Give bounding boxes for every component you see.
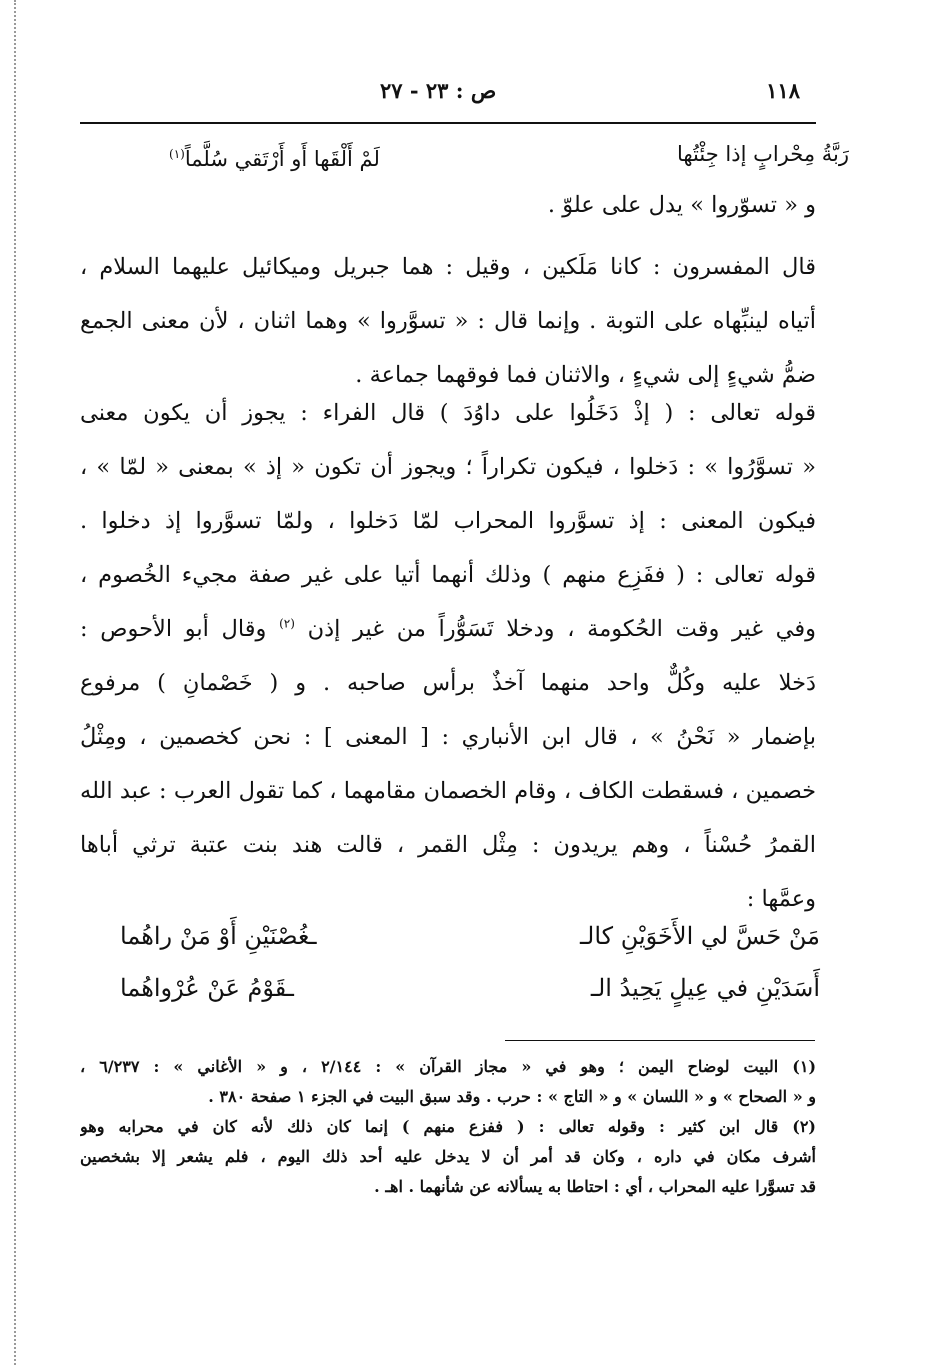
footnote-marker-2: (٢) (279, 616, 295, 631)
poem-hemistich-right: أَسَدَيْنِ في عِيلٍ يَحِيدُ الـ (590, 974, 820, 1002)
page-header (80, 78, 800, 112)
scan-gutter-dots (14, 0, 16, 1365)
text-line: ضمُّ شيءٍ إلى شيءٍ ، والاثنان فما فوقهما جماعة . (355, 362, 816, 388)
footnote-marker-1: (١) (169, 147, 185, 161)
poem-hemistich-right: مَنْ حَسَّ لي الأَخَوَيْنِ كالـ (579, 922, 820, 950)
footnote-rule (505, 1040, 815, 1041)
paragraph-c (80, 386, 816, 548)
text-line: دَخلا عليه وكُلٌّ واحد منهما آخذٌ برأس صاحبه . و ( خَصْمانِ ) مرفوع (80, 670, 816, 696)
text-segment: وفي غير وقت الحُكومة ، ودخلا تَسَوُّراً من غير إذن (307, 616, 816, 642)
verse-top-right: رَبَّةُ مِحْرابٍ إذا جِئْتُها (676, 142, 849, 166)
footnote-line: (٢) قال ابن كثير : وقوله تعالى : ( ففزع منهم ) إنما كان ذلك لأنه كان في محرابه وهو (80, 1117, 816, 1136)
poem-hemistich-left: ـغُصْنَيْنِ أَوْ مَنْ راهُما (120, 922, 317, 950)
text-line: قوله تعالى : ( ففَزِع منهم ) وذلك أنهما أتيا على غير صفة مجيء الخُصوم ، (80, 562, 816, 588)
text-line: قال المفسرون : كانا مَلَكين ، وقيل : هما جبريل وميكائيل عليهما السلام ، (80, 254, 816, 280)
text-line: فيكون المعنى : إذ تسوَّروا المحراب لمّا دَخلوا ، ولمّا تسوَّروا إذ دخلوا . (80, 508, 816, 534)
page-number: ١١٨ (766, 78, 800, 103)
text-line: قوله تعالى : ( إذْ دَخَلُوا على داوُدَ ) قال الفراء : يجوز أن يكون معنى (80, 400, 816, 426)
text-line: بإضمار « نَحْنُ » ، قال ابن الأنباري : [ المعنى ] : نحن كخصمين ، ومِثْلُ (80, 724, 816, 750)
header-rule (80, 122, 816, 124)
footnote-line: (١) البيت لوضاح اليمن ؛ وهو في « مجاز القرآن » : ٢/١٤٤ ، و « الأغاني » : ٦/٢٣٧ ، (80, 1057, 816, 1076)
surah-reference: ص : ٢٣ - ٢٧ (380, 78, 497, 103)
text-line: و « تسوّروا » يدل على علوّ . (547, 192, 816, 218)
verse-top-left-wrap (169, 128, 380, 180)
poem-hemistich-left: ـقَوْمُ عَنْ عُرْواهُما (120, 974, 294, 1002)
text-line: أتياه لينبِّهاه على التوبة . وإنما قال : « تسوَّروا » وهما اثنان ، لأن معنى الجمع (80, 308, 816, 334)
footnote-line: قد تسوَّرا عليه المحراب ، أي : احتاطا به يسألانه عن شأنهما . اهـ . (374, 1177, 816, 1196)
poem-row (120, 962, 820, 1014)
paragraph-a (80, 178, 816, 232)
poem (120, 910, 820, 1014)
paragraph-d (80, 548, 816, 926)
text-line: وعمَّها : (746, 886, 816, 912)
text-line: القمرُ حُسْناً ، وهم يريدون : مِثْل القمر ، قالت هند بنت عتبة ترثي أباها (80, 832, 816, 858)
footnotes (80, 1052, 816, 1202)
footnote-line: أشرف مكان في داره ، وكان قد أمر أن لا يدخل عليه أحد ذلك اليوم ، فلم يشعر إلا بشخصين (80, 1147, 816, 1166)
paragraph-b (80, 240, 816, 402)
text-segment: وقال أبو الأحوص : (80, 616, 267, 642)
verse-top-left: لَمْ أَلْقَها أَو أَرْتَقي سُلَّماً (184, 147, 380, 171)
verse-top-row (169, 128, 849, 180)
footnote-line: و « الصحاح » و « اللسان » و « التاج » : حرب . وقد سبق البيت في الجزء ١ صفحة ٣٨٠ . (208, 1087, 816, 1106)
text-line: خصمين ، فسقطت الكاف ، وقام الخصمان مقامهما ، كما تقول العرب : عبد الله (80, 778, 816, 804)
text-line: « تسوَّرُوا » : دَخلوا ، فيكون تكراراً ؛ ويجوز أن تكون « إذ » بمعنى « لمّا » ، (80, 454, 816, 480)
poem-row (120, 910, 820, 962)
verse-top (169, 128, 849, 180)
text-line-with-marker (80, 602, 816, 656)
